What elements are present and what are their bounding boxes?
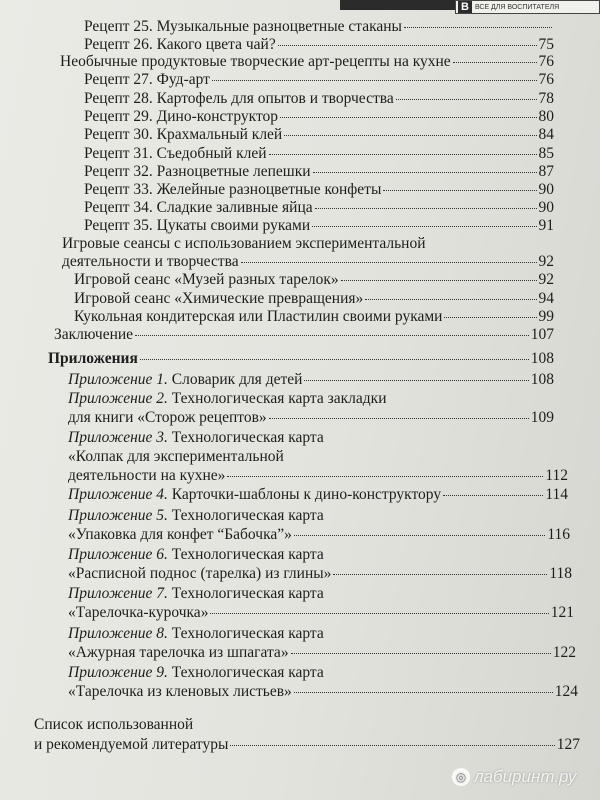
toc-leader (280, 117, 536, 118)
toc-entry-label: Приложения (48, 350, 138, 367)
appendix-number: Приложение 2. (68, 390, 168, 407)
toc-entry-label: Список использованной (34, 716, 194, 733)
toc-entry-label: «Расписной поднос (тарелка) из глины» (68, 565, 332, 582)
toc-entry (68, 390, 387, 408)
appendix-number: Приложение 4. (68, 486, 168, 503)
toc-entry (84, 217, 554, 235)
toc-entry-label: «Колпак для экспериментальной (68, 448, 284, 465)
toc-leader (341, 280, 537, 281)
toc-entry (68, 429, 324, 447)
toc-entry-label: деятельности и творчества (62, 253, 239, 270)
toc-entry-label: Рецепт 29. Дино-конструктор (84, 108, 279, 125)
toc-entry-label: Рецепт 28. Картофель для опытов и творчества (84, 90, 394, 107)
toc-entry-label: и рекомендуемой литературы (34, 736, 229, 753)
toc-entry (74, 290, 554, 308)
toc-leader (404, 27, 552, 28)
toc-entry-label: «Тарелочка-курочка» (68, 604, 209, 621)
toc-entry (84, 145, 554, 163)
toc-leader (210, 613, 548, 614)
toc-entry (54, 326, 554, 344)
toc-page-number: 109 (530, 409, 554, 426)
toc-entry (68, 565, 572, 583)
toc-entry (68, 644, 576, 662)
toc-page-number: 116 (547, 526, 570, 543)
toc-entry-label: «Тарелочка из кленовых листьев» (68, 683, 292, 700)
toc-entry-label: Рецепт 35. Цукаты своими руками (84, 217, 311, 234)
toc-page-number: 108 (530, 350, 554, 367)
toc-entry-label: Рецепт 31. Съедобный клей (84, 145, 267, 162)
toc-entry (84, 18, 554, 36)
toc-entry-label: Игровой сеанс «Химические превращения» (74, 290, 364, 307)
toc-leader (304, 380, 528, 381)
toc-leader (278, 45, 537, 46)
toc-entry (84, 36, 554, 54)
toc-leader (241, 262, 537, 263)
toc-entry-label: Рецепт 26. Какого цвета чай? (84, 36, 276, 53)
toc-leader (396, 99, 537, 100)
toc-leader (269, 418, 529, 419)
toc-entry (68, 507, 324, 525)
toc-page-number: 78 (538, 90, 554, 107)
toc-entry (74, 271, 554, 289)
toc-entry-label: «Упаковка для конфет “Бабочка”» (68, 526, 292, 543)
toc-page-number: 112 (545, 467, 568, 484)
toc-leader (284, 135, 536, 136)
toc-leader (315, 208, 537, 209)
toc-page-number: 121 (550, 604, 574, 621)
toc-leader (453, 62, 537, 63)
toc-leader (443, 495, 543, 496)
toc-entry (68, 486, 568, 504)
toc-entry (68, 371, 554, 389)
toc-page-number: 99 (538, 308, 554, 325)
toc-entry (74, 308, 554, 326)
toc-entry (34, 736, 580, 754)
toc-page-number: 75 (538, 36, 554, 53)
toc-page-number: 92 (538, 271, 554, 288)
toc-page-number: 92 (538, 253, 554, 270)
toc-entry-label: Рецепт 30. Крахмальный клей (84, 126, 283, 143)
watermark-text: лабиринт.ру (474, 767, 577, 786)
series-logo-letter: В (458, 1, 472, 13)
appendix-number: Приложение 1. (68, 371, 168, 388)
toc-entry-label: Заключение (54, 326, 134, 343)
toc-entry-label: «Ажурная тарелочка из шпагата» (68, 644, 289, 661)
toc-entry (84, 199, 554, 217)
toc-page-number: 107 (530, 326, 554, 343)
toc-entry-label: Словарик для детей (171, 371, 303, 388)
toc-section-appendices (48, 350, 554, 368)
toc-page-number: 108 (530, 371, 554, 388)
toc-page-number: 90 (538, 181, 554, 198)
toc-entry-label: Технологическая карта (171, 625, 324, 642)
toc-entry-label: Технологическая карта (171, 429, 324, 446)
toc-entry (68, 526, 570, 544)
appendix-number: Приложение 5. (68, 507, 168, 524)
toc-leader (365, 299, 536, 300)
toc-entry (84, 126, 554, 144)
toc-entry-label: Игровые сеансы с использованием экспериментальной (62, 235, 426, 252)
toc-entry-label: Рецепт 34. Сладкие заливные яйца (84, 199, 313, 216)
labyrinth-logo-icon: ◎ (452, 768, 470, 786)
watermark (452, 765, 576, 789)
toc-leader (313, 172, 537, 173)
toc-page-number: 76 (538, 53, 554, 70)
toc-entry-label: Необычные продуктовые творческие арт-рецепты на кухне (60, 53, 451, 70)
toc-page-number: 80 (538, 108, 554, 125)
toc-entry (62, 253, 554, 271)
toc-entry-label: Технологическая карта закладки (171, 390, 387, 407)
toc-entry (84, 90, 554, 108)
toc-entry-label: Рецепт 32. Разноцветные лепешки (84, 163, 311, 180)
toc-leader (383, 190, 536, 191)
toc-entry (68, 546, 324, 564)
toc-entry-label: Технологическая карта (171, 664, 324, 681)
toc-page-number: 91 (538, 217, 554, 234)
toc-page-number: 84 (538, 126, 554, 143)
appendix-number: Приложение 9. (68, 664, 168, 681)
toc-leader (294, 535, 545, 536)
toc-entry-label: Технологическая карта (171, 507, 324, 524)
toc-entry (84, 163, 554, 181)
toc-page-number: 122 (552, 644, 576, 661)
toc-entry-label: Игровой сеанс «Музей разных тарелок» (74, 271, 339, 288)
toc-page-number: 114 (545, 486, 568, 503)
toc-leader (227, 476, 543, 477)
toc-entry (60, 53, 554, 71)
toc-entry-label: деятельности на кухне» (68, 467, 226, 484)
toc-leader (269, 154, 537, 155)
toc-page-number: 76 (538, 71, 554, 88)
toc-leader (312, 226, 536, 227)
series-logo-text: ВСЕ ДЛЯ ВОСПИТАТЕЛЯ (474, 3, 560, 11)
toc-page-number: 87 (538, 163, 554, 180)
toc-entry (68, 585, 324, 603)
toc-entry-label: Рецепт 25. Музыкальные разноцветные стаканы (84, 18, 402, 35)
toc-entry-label: Рецепт 33. Желейные разноцветные конфеты (84, 181, 382, 198)
toc-leader (140, 359, 529, 360)
toc-leader (230, 745, 554, 746)
toc-entry-label: Технологическая карта (171, 585, 324, 602)
appendix-number: Приложение 8. (68, 625, 168, 642)
toc-entry (84, 181, 554, 199)
toc-entry (68, 664, 324, 682)
toc-page-number: 124 (554, 683, 578, 700)
toc-entry (68, 409, 554, 427)
toc-page-number: 118 (549, 565, 572, 582)
toc-page-number: 85 (538, 145, 554, 162)
toc-leader (291, 653, 551, 654)
toc-leader (294, 692, 553, 693)
toc-entry-label: Технологическая карта (171, 546, 324, 563)
toc-entry-label: для книги «Сторож рецептов» (68, 409, 267, 426)
toc-entry (68, 683, 578, 701)
toc-entry (68, 467, 568, 485)
toc-leader (333, 574, 547, 575)
toc-entry-label: Карточки-шаблоны к дино-конструктору (171, 486, 442, 503)
appendix-number: Приложение 7. (68, 585, 168, 602)
toc-leader (212, 80, 537, 81)
toc-leader (135, 335, 529, 336)
toc-entry (68, 604, 574, 622)
toc-entry (84, 108, 554, 126)
toc-page-number: 94 (538, 290, 554, 307)
toc-leader (444, 317, 536, 318)
toc-page-number: 90 (538, 199, 554, 216)
appendix-number: Приложение 6. (68, 546, 168, 563)
toc-entry (84, 71, 554, 89)
toc-entry-label: Рецепт 27. Фуд-арт (84, 71, 210, 88)
toc-page-number: 127 (556, 736, 580, 753)
appendix-number: Приложение 3. (68, 429, 168, 446)
toc-entry-label: Кукольная кондитерская или Пластилин своими руками (74, 308, 443, 325)
toc-entry (68, 625, 324, 643)
